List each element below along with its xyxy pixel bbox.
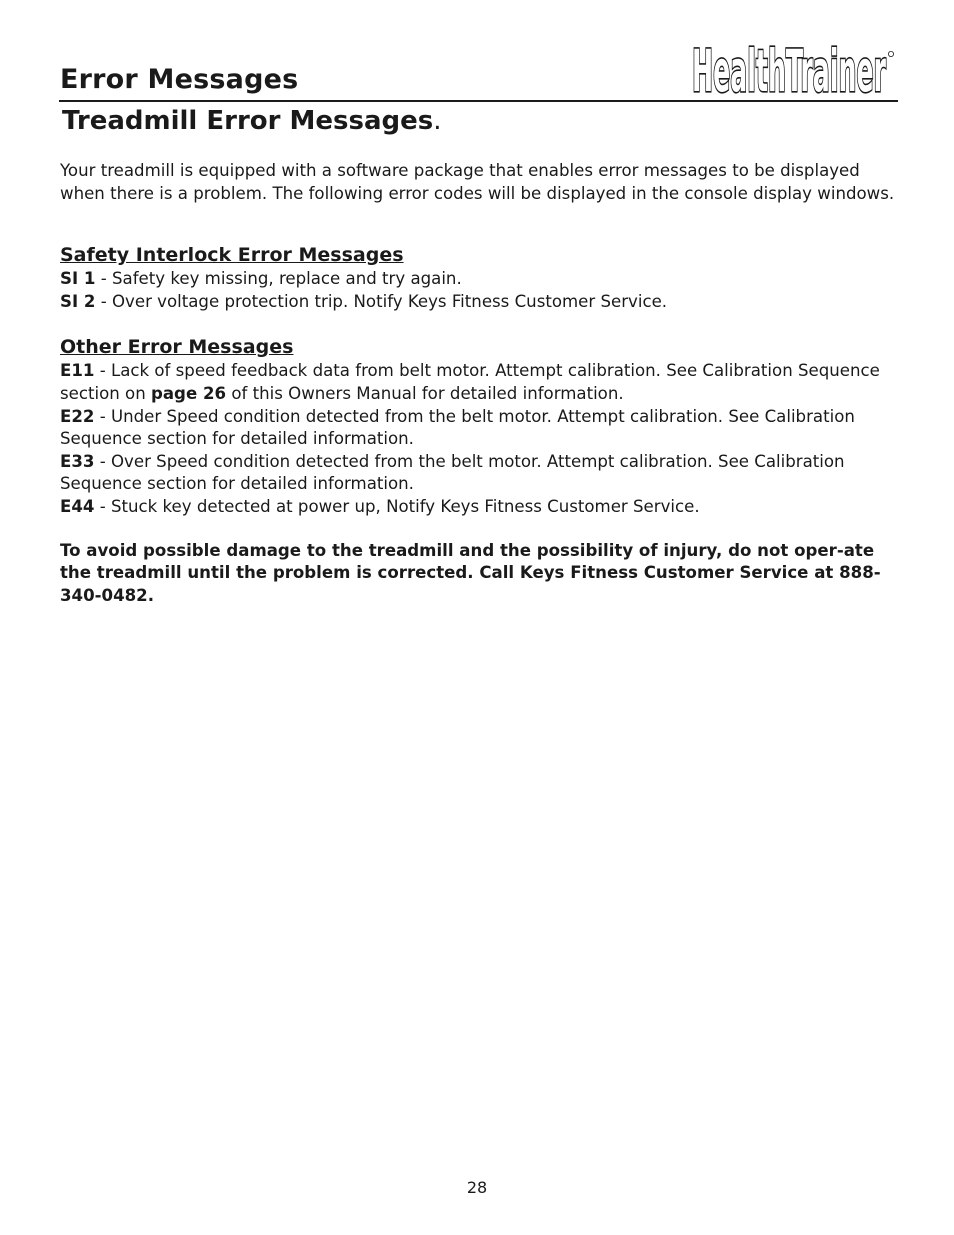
safety-interlock-section (60, 242, 900, 313)
error-code: SI 2 (60, 291, 96, 311)
error-item-si1 (60, 268, 900, 291)
error-code: SI 1 (60, 269, 96, 289)
error-item-e33 (60, 451, 900, 496)
intro-paragraph: Your treadmill is equipped with a software package that enables error messages to be displayed when there is a problem. The following error codes will be displayed in the console display windows. (60, 161, 895, 203)
page-title-dot: . (433, 106, 442, 136)
error-item-e22 (60, 406, 900, 451)
error-item-si2 (60, 291, 900, 314)
healthtrainer-logo (690, 44, 896, 96)
other-errors-heading: Other Error Messages (60, 336, 294, 359)
svg-text:HealthTrainer: HealthTrainer (692, 44, 887, 96)
error-code: E44 (60, 496, 95, 516)
other-errors-section (60, 334, 900, 518)
safety-warning: To avoid possible damage to the treadmill and the possibility of injury, do not oper-ate the treadmill until the problem is corrected. Call Keys Fitness Customer Service at 888-340-0482. (60, 540, 881, 605)
section-title: Error Messages (60, 64, 299, 95)
error-description: - Stuck key detected at power up, Notify Keys Fitness Customer Service. (94, 496, 700, 516)
page-title (62, 106, 442, 136)
error-code: E11 (60, 361, 95, 381)
page-header (59, 40, 898, 102)
error-description-continued: of this Owners Manual for detailed information. (226, 383, 624, 403)
error-description: - Over voltage protection trip. Notify Keys Fitness Customer Service. (95, 291, 668, 311)
page-title-text: Treadmill Error Messages (62, 106, 434, 136)
error-description: - Lack of speed feedback data from belt motor. Attempt calibration. See Calibration Sequence section on (60, 361, 880, 403)
error-description: - Safety key missing, replace and try again. (95, 269, 462, 289)
safety-interlock-heading: Safety Interlock Error Messages (60, 244, 404, 267)
page-reference: page 26 (150, 383, 227, 403)
error-description: - Under Speed condition detected from the belt motor. Attempt calibration. See Calibration Sequence section for detailed information. (60, 406, 855, 449)
page-number: 28 (466, 1178, 488, 1197)
error-item-e11 (60, 360, 900, 405)
error-description: - Over Speed condition detected from the belt motor. Attempt calibration. See Calibration Sequence section for detailed information. (60, 451, 845, 494)
error-item-e44 (60, 496, 900, 519)
content (60, 160, 900, 607)
error-code: E22 (60, 406, 95, 426)
error-code: E33 (60, 451, 95, 471)
